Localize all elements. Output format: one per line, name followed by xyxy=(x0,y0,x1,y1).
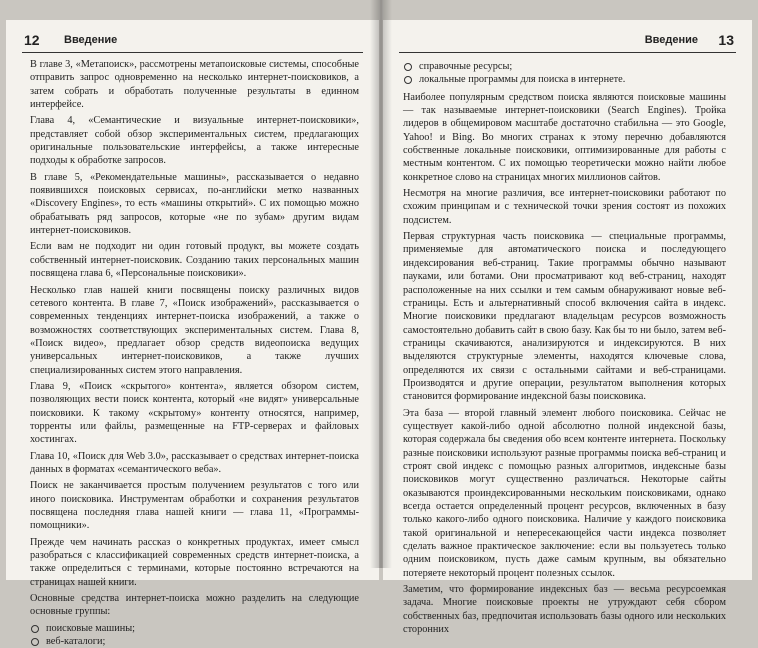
paragraph: Глава 10, «Поиск для Web 3.0», рассказывает о средствах интернет-поиска данных в форматах «семантического веба». xyxy=(30,450,359,475)
paragraph: Наиболее популярным средством поиска являются поисковые машины — так называемые интернет-поисковики (Search Engines). Тройка лидеров в общемировом масштабе достаточно стабильна — это Google, Yahoo! и Bing. Во многих странах к этому перечню добавляются собственные локальные поисковики, оптимизированные для работы с местным контентом. С их помощью теоретически можно найти любое конкретное слово на страницах многих миллионов сайтов. xyxy=(403,91,726,183)
page-number: 13 xyxy=(718,32,734,48)
paragraph: Прежде чем начинать рассказ о конкретных продуктах, имеет смысл разобраться с классификацией современных средств интернет-поиска, а также определиться с терминами, которые постоянно встречаются на страницах нашей книги. xyxy=(30,536,359,588)
paragraph: В главе 5, «Рекомендательные машины», рассказывается о недавно появившихся поисковых сервисах, по-английски метко названных «Discovery Engines», то есть «машины открытий». С их помощью можно обрабатывать ряд запросов, которые «не по зубам» другим видам интернет-поисковиков. xyxy=(30,171,359,237)
paragraph: Несколько глав нашей книги посвящены поиску различных видов сетевого контента. В главе 7, «Поиск изображений», рассказывается о современных тенденциях интернет-поиска изображений, а также о возможностях соответствующих экспериментальных систем. Глава 8, «Поиск видео», предлагает обзор средств видеопоиска ведущих универсальных интернет-поисковиков, а также лучших специализированных систем этого направления. xyxy=(30,284,359,376)
running-head: Введение xyxy=(64,34,118,46)
paragraph: Заметим, что формирование индексных баз — весьма ресурсоемкая задача. Многие поисковые проекты не утруждают себя сбором собственных баз, предпочитая использовать базы одного или нескольких сторонних xyxy=(403,584,726,636)
paragraph: Несмотря на многие различия, все интернет-поисковики работают по схожим принципам и с технической точки зрения состоят из похожих подсистем. xyxy=(403,188,726,226)
right-page-body xyxy=(403,60,726,639)
bullet-item: справочные ресурсы; xyxy=(403,60,726,73)
right-page xyxy=(383,20,752,636)
right-page-header xyxy=(399,30,736,53)
paragraph: Если вам не подходит ни один готовый продукт, вы можете создать собственный интернет-поисковик. Созданию таких персональных машин посвящена глава 6, «Персональные поисковики». xyxy=(30,241,359,280)
running-head: Введение xyxy=(644,34,698,46)
left-page-body xyxy=(30,58,359,648)
bullet-item: веб-каталоги; xyxy=(30,635,359,648)
book-gutter-shadow xyxy=(370,0,392,568)
paragraph: В главе 3, «Метапоиск», рассмотрены метапоисковые системы, способные отправить запрос одновременно на несколько интернет-поисковиков, а затем собрать и обработать полученные результаты в единном интерфейсе. xyxy=(30,59,359,111)
paragraph: Глава 9, «Поиск «скрытого» контента», является обзором систем, позволяющих вести поиск контента, который «не видят» универсальные поисковики. К такому «скрытому» контенту относятся, например, торренты или файлы, размещенные на FTP-серверах и файловых хостингах. xyxy=(30,380,359,446)
paragraph: Основные средства интернет-поиска можно разделить на следующие основные группы: xyxy=(30,593,359,618)
bullet-item: локальные программы для поиска в интернете. xyxy=(403,73,726,86)
page-number: 12 xyxy=(24,32,40,48)
paragraph: Поиск не заканчивается простым получением результатов с того или иного поисковика. Инструментам обработки и сохранения результатов посвящена последняя глава нашей книги — глава 11, «Программы-помощники». xyxy=(30,480,359,532)
left-page xyxy=(6,20,379,648)
bullet-item: поисковые машины; xyxy=(30,622,359,635)
paragraph: Эта база — второй главный элемент любого поисковика. Сейчас не существует какой-либо одной абсолютно полной индексной базы, которая содержала бы сведения обо всем контенте интернета. Поскольку разные поисковики используют разные программы поиска веб-страниц и строят свой индекс с помощью разных алгоритмов, индексные базы поисковиков могут существенно различаться. Некоторые сайты оказываются проиндексированными нескольким поисковиками, однако всегда остается определенный процент ресурсов, включенных в базу только какого-либо одного поисковика. Наличие у каждого поисковика такой оригинальной и непересекающейся части индекса позволяет сделать важное практическое заключение: если вы пользуетесь только одним поисковиком, пусть даже самым крупным, вы обязательно потеряете некоторый процент полезных ссылок. xyxy=(403,407,726,579)
paragraph: Глава 4, «Семантические и визуальные интернет-поисковики», представляет собой обзор экспериментальных систем, предлагающих оригинальные пользовательские интерфейсы, а также интересные подходы к обработке запросов. xyxy=(30,115,359,167)
left-page-header xyxy=(22,30,363,53)
paragraph: Первая структурная часть поисковика — специальные программы, применяемые для автоматического поиска и последующего индексирования веб-страниц. Такие программы обычно называют пауками, или ботами. Они просматривают код веб-страниц, находят расположенные на них ссылки и тем самым обнаруживают новые веб-страницы. Есть и альтернативный способ включения сайта в индекс. Многие поисковики предлагают владельцам ресурсов возможность самостоятельно добавить сайт в свою базу. Как бы то ни было, затем веб-страницы скачиваются, анализируются и индексируются. В них выделяются структурные элементы, находятся ключевые слова, определяются их связи с остальными сайтами и веб-страницами. Производятся и другие операции, результатом выполнения которых становится формирование индексной базы поисковика. xyxy=(403,231,726,403)
